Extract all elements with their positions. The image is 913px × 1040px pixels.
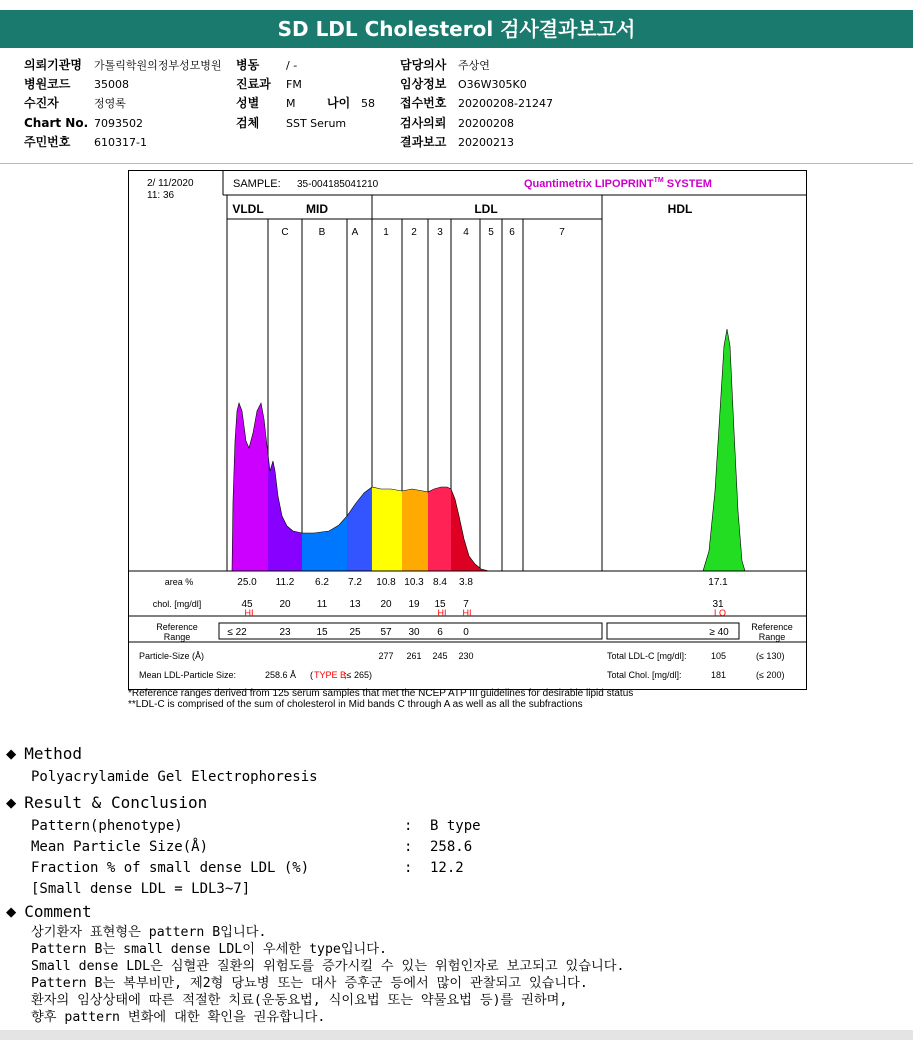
band-group-hdl: HDL bbox=[667, 202, 693, 216]
total-chol-label: Total Chol. [mg/dl]: bbox=[607, 670, 682, 680]
info-value: FM bbox=[286, 78, 302, 91]
particle-size-row bbox=[378, 651, 473, 661]
method-text: Polyacrylamide Gel Electrophoresis bbox=[31, 769, 318, 785]
info-value: 주상연 bbox=[458, 59, 490, 72]
type-close: ;≤ 265) bbox=[344, 670, 372, 680]
area-value: 8.4 bbox=[433, 577, 447, 588]
area-value: 10.8 bbox=[376, 577, 396, 588]
info-value: 35008 bbox=[94, 78, 129, 91]
mean-size: 258.6 Å bbox=[265, 670, 297, 680]
info-label: 나이 bbox=[327, 96, 351, 110]
comment-line: Pattern B는 복부비만, 제2형 당뇨병 또는 대사 증후군 등에서 많이 관찰되고 있습니다. bbox=[31, 976, 588, 991]
area-row bbox=[237, 577, 728, 588]
info-value: M bbox=[286, 97, 296, 110]
result-value: 258.6 bbox=[430, 839, 473, 855]
band-label: 6 bbox=[509, 227, 515, 238]
band-fill-4 bbox=[347, 487, 372, 571]
info-label: 담당의사 bbox=[400, 58, 447, 72]
particle-size-value: 230 bbox=[458, 651, 474, 661]
band-fill-1 bbox=[227, 403, 268, 571]
diamond-icon: ◆ bbox=[6, 793, 17, 813]
chol-value: 20 bbox=[380, 599, 392, 610]
header-divider bbox=[0, 163, 913, 164]
diamond-icon: ◆ bbox=[6, 902, 17, 922]
bottom-strip bbox=[0, 1030, 913, 1040]
info-value: 7093502 bbox=[94, 117, 143, 130]
band-label: 7 bbox=[559, 227, 565, 238]
result-heading: ◆ Result & Conclusion bbox=[6, 793, 208, 813]
info-label: 검사의뢰 bbox=[400, 116, 447, 130]
area-value: 6.2 bbox=[315, 577, 329, 588]
particle-size-value: 277 bbox=[378, 651, 394, 661]
chol-value: 11 bbox=[316, 599, 328, 610]
diamond-icon: ◆ bbox=[6, 744, 17, 764]
info-label: 진료과 bbox=[236, 77, 271, 91]
comment-line: 향후 pattern 변화에 대한 확인을 권유합니다. bbox=[31, 1010, 326, 1025]
comment-line: 상기환자 표현형은 pattern B입니다. bbox=[31, 925, 267, 940]
info-label: Chart No. bbox=[24, 116, 89, 130]
info-label: 의뢰기관명 bbox=[24, 58, 82, 72]
row-label-ref1: Reference bbox=[156, 622, 198, 632]
lipoprint-chart bbox=[129, 171, 806, 689]
info-value: 정영록 bbox=[94, 97, 126, 110]
band-fill-3 bbox=[302, 516, 347, 571]
chol-value: 20 bbox=[279, 599, 291, 610]
lipoprint-report bbox=[128, 170, 807, 690]
method-heading: ◆ Method bbox=[6, 744, 83, 764]
ref-right-1: Reference bbox=[751, 622, 793, 632]
result-colon: : bbox=[404, 818, 413, 834]
info-value: 58 bbox=[361, 97, 375, 110]
particle-size-value: 261 bbox=[406, 651, 422, 661]
row-label-chol: chol. [mg/dl] bbox=[152, 599, 202, 609]
result-value: 12.2 bbox=[430, 860, 464, 876]
report-time: 11: 36 bbox=[147, 190, 175, 201]
sample-label: SAMPLE: bbox=[233, 178, 281, 190]
row-label-ref2: Range bbox=[163, 632, 191, 642]
ref-range-value: 30 bbox=[408, 627, 420, 638]
band-label: 3 bbox=[437, 227, 443, 238]
total-chol-value: 181 bbox=[711, 670, 727, 680]
area-value: 17.1 bbox=[708, 577, 728, 588]
flag-ldl4: HI bbox=[462, 608, 472, 618]
result-label: Pattern(phenotype) bbox=[31, 818, 183, 834]
chol-value: 45 bbox=[241, 599, 253, 610]
band-label: C bbox=[281, 227, 289, 238]
chol-value: 31 bbox=[712, 599, 724, 610]
band-label: 1 bbox=[383, 227, 389, 238]
ref-range-value: 0 bbox=[463, 627, 469, 638]
info-label: 병원코드 bbox=[24, 77, 71, 91]
info-value: O36W305K0 bbox=[458, 78, 527, 91]
band-fill-6 bbox=[402, 489, 428, 571]
chol-row bbox=[241, 599, 724, 610]
info-label: 임상정보 bbox=[400, 77, 447, 91]
chol-value: 15 bbox=[434, 599, 446, 610]
ref-range-value: 6 bbox=[437, 627, 443, 638]
electrophoresis-curve bbox=[227, 329, 745, 571]
ref-range-value: 15 bbox=[316, 627, 328, 638]
info-label: 결과보고 bbox=[400, 135, 447, 149]
flag-vldl: HI bbox=[244, 608, 254, 618]
footnote-2: **LDL-C is comprised of the sum of cholesterol in Mid bands C through A as well as all the subfractions bbox=[128, 699, 583, 710]
band-group-vldl: VLDL bbox=[232, 202, 264, 216]
band-label: 4 bbox=[463, 227, 469, 238]
info-label: 성별 bbox=[236, 96, 260, 110]
info-value: SST Serum bbox=[286, 117, 347, 130]
system-name: Quantimetrix LIPOPRINT™ SYSTEM bbox=[524, 177, 712, 190]
info-value: 20200208 bbox=[458, 117, 514, 130]
ref-range-value: 25 bbox=[349, 627, 361, 638]
band-fill-7 bbox=[428, 487, 451, 571]
comment-line: Pattern B는 small dense LDL이 우세한 type입니다. bbox=[31, 942, 387, 957]
page-title: SD LDL Cholesterol 검사결과보고서 bbox=[0, 10, 913, 48]
band-fill-hdl bbox=[703, 329, 745, 571]
chol-value: 13 bbox=[349, 599, 361, 610]
area-value: 25.0 bbox=[237, 577, 257, 588]
band-fill-2 bbox=[268, 454, 302, 571]
report-date: 2/ 11/2020 bbox=[147, 178, 194, 189]
area-value: 3.8 bbox=[459, 577, 473, 588]
band-label: 5 bbox=[488, 227, 494, 238]
flag-hdl: LO bbox=[713, 608, 727, 618]
band-fill-5 bbox=[372, 487, 402, 571]
ref-range-value: ≥ 40 bbox=[709, 627, 729, 638]
row-label-area: area % bbox=[164, 577, 194, 587]
comment-line: 환자의 임상상태에 따른 적절한 치료(운동요법, 식이요법 또는 약물요법 등)를 권하며, bbox=[31, 993, 568, 1008]
result-label: Fraction % of small dense LDL (%) bbox=[31, 860, 310, 876]
particle-size-value: 245 bbox=[432, 651, 448, 661]
comment-text bbox=[31, 924, 624, 1026]
row-label-particle: Particle-Size (Å) bbox=[139, 651, 205, 661]
band-label: A bbox=[351, 227, 359, 238]
total-ldl-ref: (≤ 130) bbox=[756, 651, 785, 661]
sample-id: 35-004185041210 bbox=[297, 179, 379, 190]
info-label: 접수번호 bbox=[400, 96, 447, 110]
comment-heading: ◆ Comment bbox=[6, 902, 92, 922]
info-label: 주민번호 bbox=[24, 135, 71, 149]
footnote-1: *Reference ranges derived from 125 serum samples that met the NCEP ATP III guidelines for desirable lipid status bbox=[128, 688, 634, 699]
band-label: 2 bbox=[411, 227, 417, 238]
band-fill-8 bbox=[451, 489, 489, 571]
info-label: 병동 bbox=[236, 58, 260, 72]
header-info bbox=[24, 56, 904, 156]
info-label: 수진자 bbox=[24, 96, 59, 110]
info-value: 20200208-21247 bbox=[458, 97, 553, 110]
result-colon: : bbox=[404, 839, 413, 855]
flag-ldl3: HI bbox=[437, 608, 447, 618]
result-colon: : bbox=[404, 860, 413, 876]
band-label: B bbox=[318, 227, 326, 238]
total-ldl-value: 105 bbox=[711, 651, 727, 661]
type-open: ( bbox=[310, 670, 313, 680]
info-label: 검체 bbox=[236, 116, 260, 130]
band-group-mid: MID bbox=[306, 202, 328, 216]
total-chol-ref: (≤ 200) bbox=[756, 670, 785, 680]
result-note: [Small dense LDL = LDL3~7] bbox=[31, 881, 251, 897]
chol-value: 7 bbox=[463, 599, 469, 610]
info-value: 610317-1 bbox=[94, 136, 147, 149]
area-value: 7.2 bbox=[348, 577, 362, 588]
comment-line: Small dense LDL은 심혈관 질환의 위험도를 증가시킬 수 있는 위험인자로 보고되고 있습니다. bbox=[31, 959, 625, 974]
info-value: / - bbox=[286, 59, 298, 72]
chol-value: 19 bbox=[408, 599, 420, 610]
info-value: 가톨릭학원의정부성모병원 bbox=[94, 59, 222, 72]
area-value: 11.2 bbox=[275, 577, 295, 588]
result-value: B type bbox=[430, 818, 481, 834]
type-label: TYPE B bbox=[314, 670, 347, 680]
ref-range-value: 57 bbox=[380, 627, 392, 638]
ref-right-2: Range bbox=[758, 632, 786, 642]
ref-range-row bbox=[227, 627, 729, 638]
band-group-ldl: LDL bbox=[474, 202, 498, 216]
ref-range-value: ≤ 22 bbox=[227, 627, 247, 638]
ref-range-value: 23 bbox=[279, 627, 291, 638]
row-label-mean: Mean LDL-Particle Size: bbox=[139, 670, 237, 680]
result-label: Mean Particle Size(Å) bbox=[31, 839, 209, 855]
total-ldl-label: Total LDL-C [mg/dl]: bbox=[607, 651, 687, 661]
area-value: 10.3 bbox=[404, 577, 424, 588]
info-value: 20200213 bbox=[458, 136, 514, 149]
